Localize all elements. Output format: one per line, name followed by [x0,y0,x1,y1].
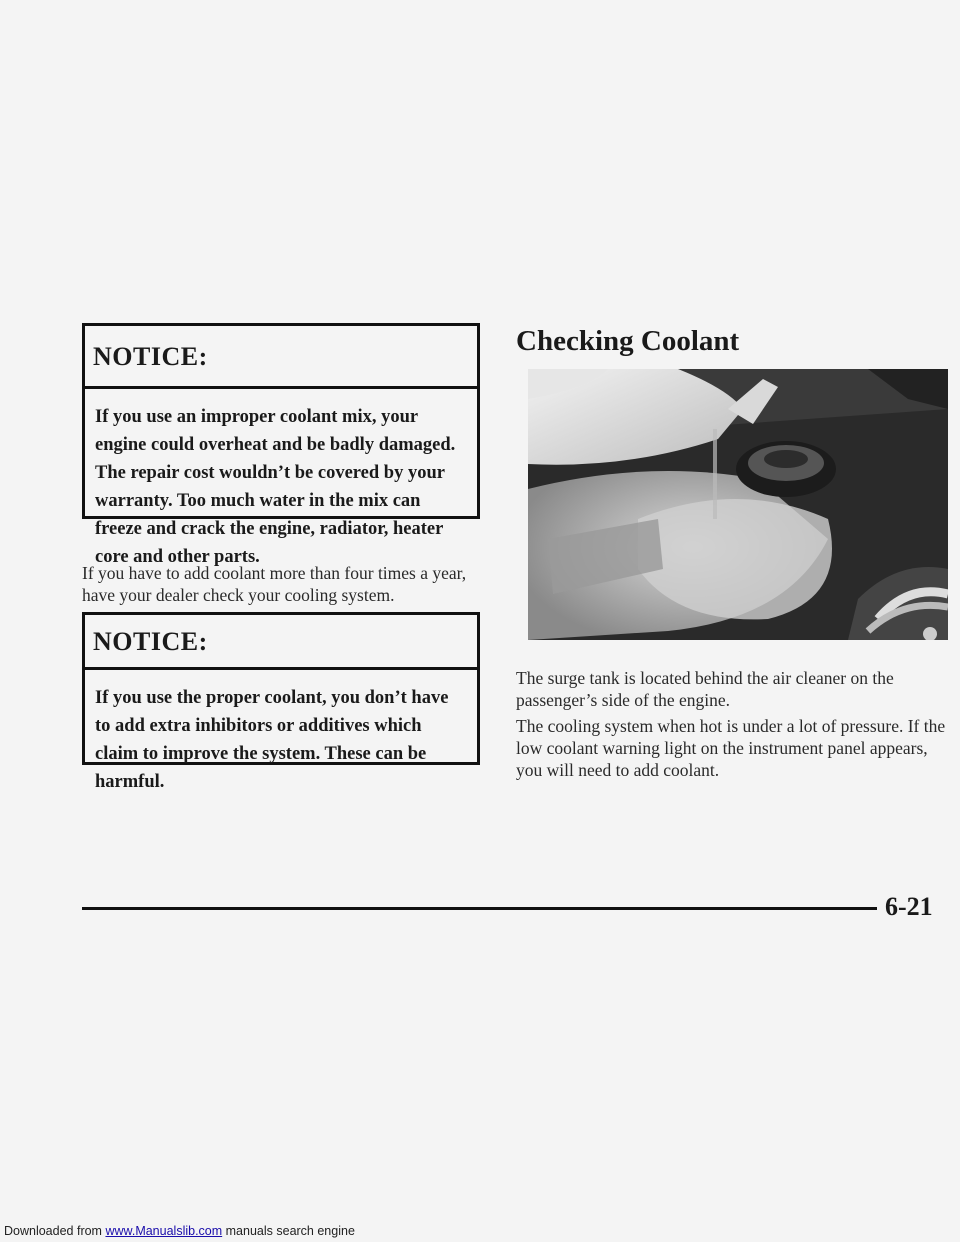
notice-box [82,612,480,792]
section-title: Checking Coolant [516,325,740,357]
manualslib-link[interactable]: www.Manualslib.com [105,1224,223,1238]
notice-text: If you use the proper coolant, you don’t have to add extra inhibitors or additives which claim to improve the system. These can be harmful. [95,688,449,792]
footer-suffix: manuals search engine [222,1224,355,1238]
notice-box [82,323,480,567]
download-footer [4,1224,355,1238]
coolant-surge-tank-photo [528,369,948,640]
body-paragraph: The cooling system when hot is under a lot of pressure. If the low coolant warning light on the instrument panel appears, you will need to add coolant. [516,716,946,780]
footer-rule [82,907,877,910]
notice-heading: NOTICE: [85,615,477,670]
page-number: 6-21 [885,892,933,921]
footer-prefix: Downloaded from [4,1224,106,1238]
body-paragraph: If you have to add coolant more than four times a year, have your dealer check your cooling system. [82,563,467,605]
notice-text: If you use an improper coolant mix, your engine could overheat and be badly damaged. The repair cost wouldn’t be covered by your warranty. Too much water in the mix can freeze and crack the engine, radiator, heater core and other parts. [95,407,456,567]
body-paragraph: The surge tank is located behind the air cleaner on the passenger’s side of the engine. [516,668,894,710]
notice-heading: NOTICE: [85,326,477,389]
